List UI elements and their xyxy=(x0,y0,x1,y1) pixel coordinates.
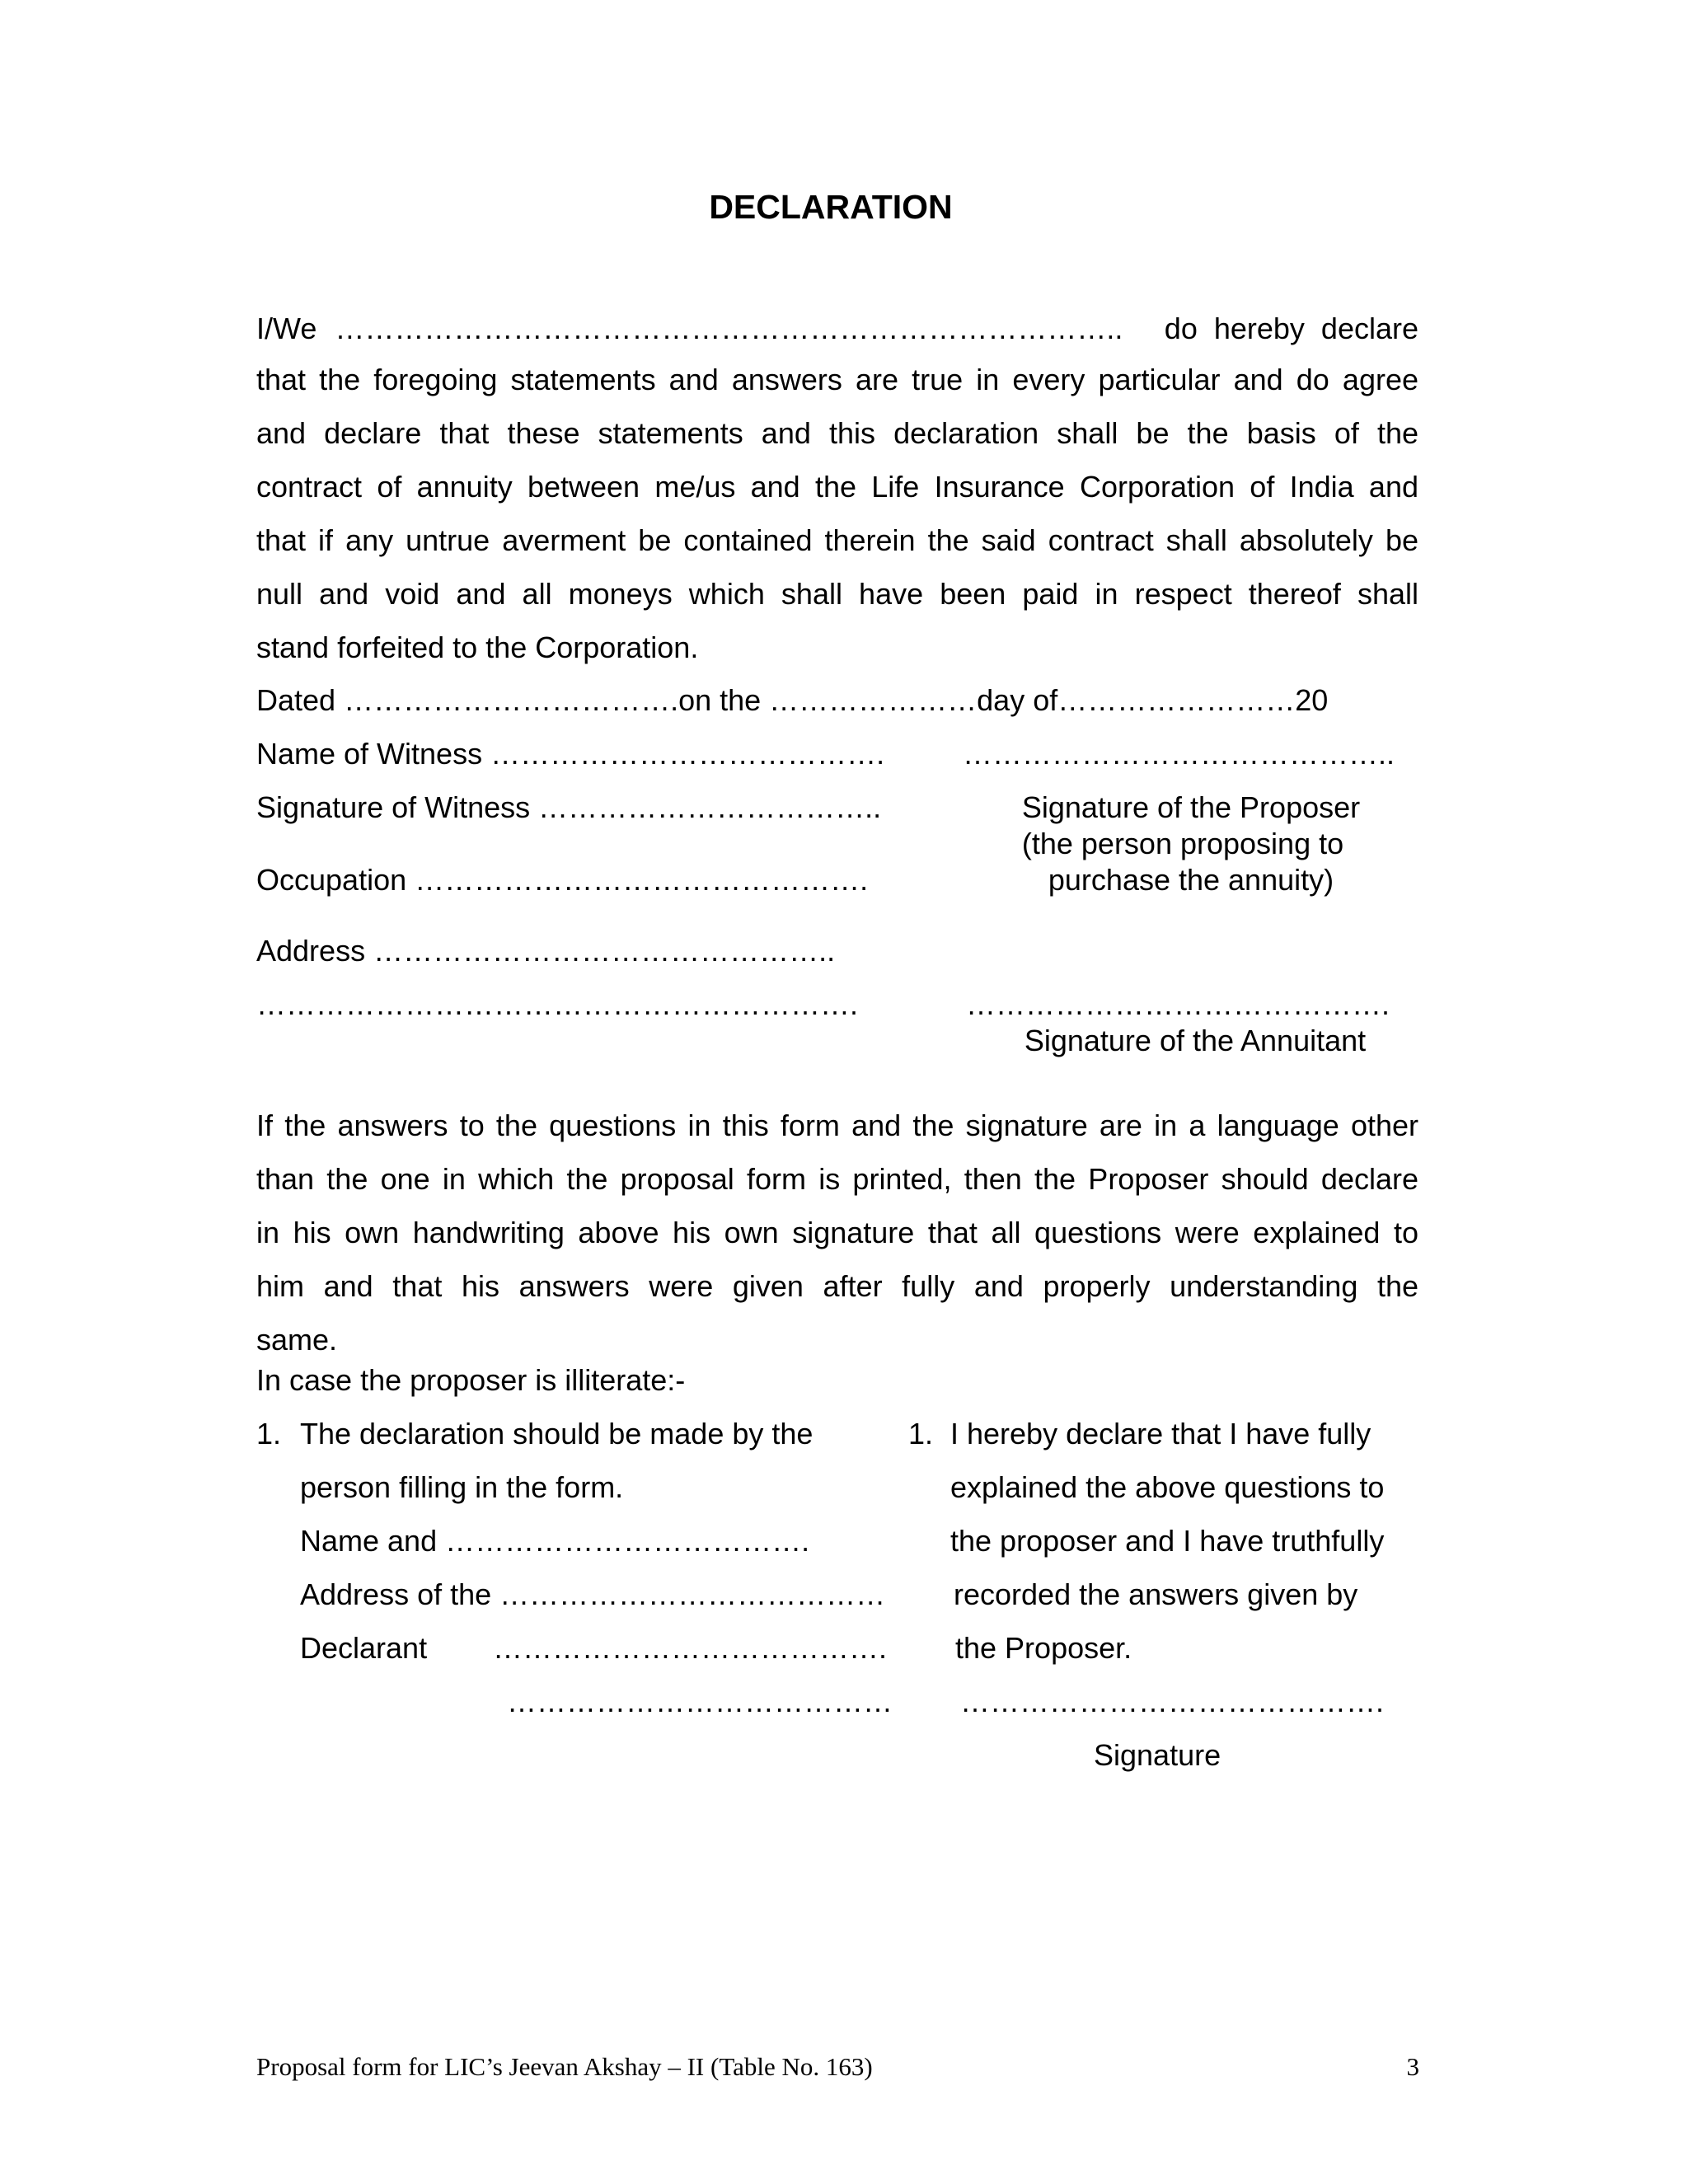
interpreter-signature-label: Signature xyxy=(1094,1738,1221,1772)
declarant-prefix: I/We xyxy=(256,312,317,345)
language-note-line: him and that his answers were given after fully and properly understanding the xyxy=(256,1269,1418,1303)
witness-signature-field: Signature of Witness …………………………….. xyxy=(256,790,882,824)
declaration-line: that if any untrue averment be contained therein the said contract shall absolutely be xyxy=(256,523,1418,557)
right-item-text: the proposer and I have truthfully xyxy=(950,1524,1385,1558)
witness-name-field: Name of Witness …………………………………. xyxy=(256,737,885,771)
declaration-line: null and void and all moneys which shall have been paid in respect thereof shall xyxy=(256,577,1418,611)
left-item-text: The declaration should be made by the xyxy=(300,1417,814,1451)
language-note-line: If the answers to the questions in this form and the signature are in a language other xyxy=(256,1108,1418,1142)
left-item-number: 1. xyxy=(256,1417,282,1451)
declaration-paragraph xyxy=(256,353,1418,674)
proposer-signature-note: purchase the annuity) xyxy=(1048,863,1334,897)
page-title: DECLARATION xyxy=(709,188,953,226)
right-item-number: 1. xyxy=(908,1417,934,1451)
language-note-line: same. xyxy=(256,1323,338,1357)
declaration-line: contract of annuity between me/us and the Life Insurance Corporation of India and xyxy=(256,470,1418,504)
right-item-text: explained the above questions to xyxy=(950,1470,1385,1504)
annuitant-signature-field: ……………………………………. xyxy=(966,987,1390,1021)
address-continuation-field: ……………………………………………………. xyxy=(256,987,859,1021)
declarant-field: …………………………………. xyxy=(493,1631,888,1665)
occupation-field: Occupation ………………………………………. xyxy=(256,863,869,897)
declarant-extra-field: ………………………………… xyxy=(507,1685,893,1718)
declarant-suffix: do hereby declare xyxy=(1164,312,1418,345)
footer-text: Proposal form for LIC’s Jeevan Akshay – II (Table No. 163) xyxy=(256,2052,873,2081)
proposer-signature-label: Signature of the Proposer xyxy=(1021,790,1361,824)
declarant-name-field: Name and ………………………………. xyxy=(300,1524,810,1558)
declaration-first-line xyxy=(256,314,1418,344)
left-item-text: person filling in the form. xyxy=(300,1470,624,1504)
dated-line: Dated …………………………….on the …………………day of……………………20 xyxy=(256,683,1329,717)
proposer-signature-note: (the person proposing to xyxy=(1021,827,1344,860)
declaration-line: that the foregoing statements and answers are true in every particular and do agree xyxy=(256,363,1418,396)
right-item-text: I hereby declare that I have fully xyxy=(950,1417,1372,1451)
illiterate-heading: In case the proposer is illiterate:- xyxy=(256,1363,686,1397)
right-item-text: recorded the answers given by xyxy=(954,1577,1358,1611)
declarant-label: Declarant xyxy=(300,1631,428,1665)
interpreter-signature-field: ……………………………………. xyxy=(960,1685,1385,1718)
declarant-name-field: …………………………………………………………………….. xyxy=(335,314,1123,344)
annuitant-signature-label: Signature of the Annuitant xyxy=(1024,1024,1367,1057)
declaration-line: and declare that these statements and this declaration shall be the basis of the xyxy=(256,416,1418,450)
declaration-line: stand forfeited to the Corporation. xyxy=(256,630,699,664)
address-field: Address ……………………………………….. xyxy=(256,934,836,968)
language-note-line: than the one in which the proposal form is printed, then the Proposer should declare xyxy=(256,1162,1418,1196)
language-note-line: in his own handwriting above his own signature that all questions were explained to xyxy=(256,1216,1418,1249)
page-number: 3 xyxy=(1406,2052,1419,2081)
proposer-signature-field: …………………………………….. xyxy=(963,737,1395,771)
right-item-text: the Proposer. xyxy=(955,1631,1132,1665)
language-note-paragraph xyxy=(256,1099,1418,1366)
declarant-address-field: Address of the ………………………………… xyxy=(300,1577,886,1611)
